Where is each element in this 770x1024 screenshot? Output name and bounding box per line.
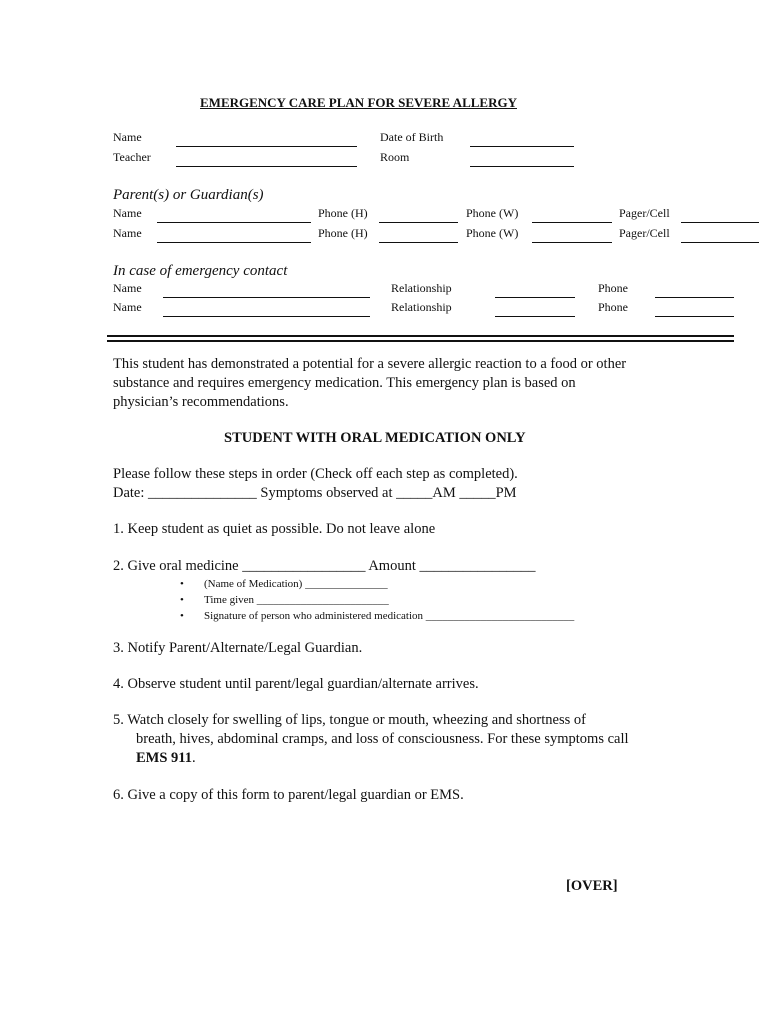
emergency-1-phone-label: Phone (598, 281, 628, 295)
dob-label: Date of Birth (380, 130, 444, 144)
emergency-2-name-label: Name (113, 300, 142, 314)
parent-1-phone-w-field[interactable] (532, 222, 612, 223)
emergency-1-phone-field[interactable] (655, 297, 734, 298)
intro-line-2: substance and requires emergency medication. This emergency plan is based on (113, 375, 576, 391)
parent-2-phone-w-label: Phone (W) (466, 226, 519, 240)
step-5-period: . (192, 750, 196, 766)
step-5-line-3 (136, 749, 196, 768)
step-4: 4. Observe student until parent/legal guardian/alternate arrives. (113, 676, 479, 692)
parent-2-phone-h-label: Phone (H) (318, 226, 368, 240)
over-footer: [OVER] (566, 878, 618, 894)
student-name-field[interactable] (176, 146, 357, 147)
teacher-label: Teacher (113, 150, 151, 164)
parent-2-pager-field[interactable] (681, 242, 759, 243)
dob-field[interactable] (470, 146, 574, 147)
step-6: 6. Give a copy of this form to parent/legal guardian or EMS. (113, 787, 464, 803)
parent-1-phone-h-label: Phone (H) (318, 206, 368, 220)
teacher-field[interactable] (176, 166, 357, 167)
emergency-2-relationship-label: Relationship (391, 300, 452, 314)
step-2: 2. Give oral medicine _________________ Amount ________________ (113, 558, 536, 574)
divider-rule-top (107, 335, 734, 337)
room-label: Room (380, 150, 410, 164)
parent-2-pager-label: Pager/Cell (619, 226, 670, 240)
parent-1-pager-field[interactable] (681, 222, 759, 223)
emergency-2-phone-field[interactable] (655, 316, 734, 317)
divider-rule-bottom (107, 340, 734, 342)
emergency-1-name-field[interactable] (163, 297, 370, 298)
parents-heading: Parent(s) or Guardian(s) (113, 187, 264, 203)
emergency-heading: In case of emergency contact (113, 263, 288, 279)
emergency-2-phone-label: Phone (598, 300, 628, 314)
emergency-2-name-field[interactable] (163, 316, 370, 317)
ems-911-text: EMS 911 (136, 750, 192, 766)
parent-2-phone-w-field[interactable] (532, 242, 612, 243)
parent-1-phone-w-label: Phone (W) (466, 206, 519, 220)
page-title: EMERGENCY CARE PLAN FOR SEVERE ALLERGY (200, 95, 517, 110)
instructions-line-1: Please follow these steps in order (Check off each step as completed). (113, 466, 518, 482)
room-field[interactable] (470, 166, 574, 167)
emergency-1-relationship-label: Relationship (391, 281, 452, 295)
step-5-line-1: 5. Watch closely for swelling of lips, tongue or mouth, wheezing and shortness of (113, 712, 586, 728)
instructions-line-2: Date: _______________ Symptoms observed at _____AM _____PM (113, 485, 517, 501)
parent-2-name-label: Name (113, 226, 142, 240)
student-name-label: Name (113, 130, 142, 144)
bullet-medication-name: • (Name of Medication) _______________ (180, 576, 574, 592)
section-heading: STUDENT WITH ORAL MEDICATION ONLY (224, 430, 526, 446)
intro-line-3: physician’s recommendations. (113, 394, 289, 410)
parent-1-name-label: Name (113, 206, 142, 220)
step-3: 3. Notify Parent/Alternate/Legal Guardian. (113, 640, 363, 656)
bullet-signature: • Signature of person who administered medication ___________________________ (180, 608, 574, 624)
step-1: 1. Keep student as quiet as possible. Do not leave alone (113, 521, 436, 537)
bullet-time-given: • Time given ________________________ (180, 592, 574, 608)
parent-1-name-field[interactable] (157, 222, 311, 223)
emergency-1-name-label: Name (113, 281, 142, 295)
parent-1-phone-h-field[interactable] (379, 222, 458, 223)
parent-2-phone-h-field[interactable] (379, 242, 458, 243)
parent-1-pager-label: Pager/Cell (619, 206, 670, 220)
step-2-bullets (180, 576, 574, 624)
intro-line-1: This student has demonstrated a potential for a severe allergic reaction to a food or other (113, 356, 627, 372)
emergency-2-relationship-field[interactable] (495, 316, 575, 317)
emergency-1-relationship-field[interactable] (495, 297, 575, 298)
parent-2-name-field[interactable] (157, 242, 311, 243)
step-5-line-2: breath, hives, abdominal cramps, and loss of consciousness. For these symptoms call (136, 731, 629, 747)
